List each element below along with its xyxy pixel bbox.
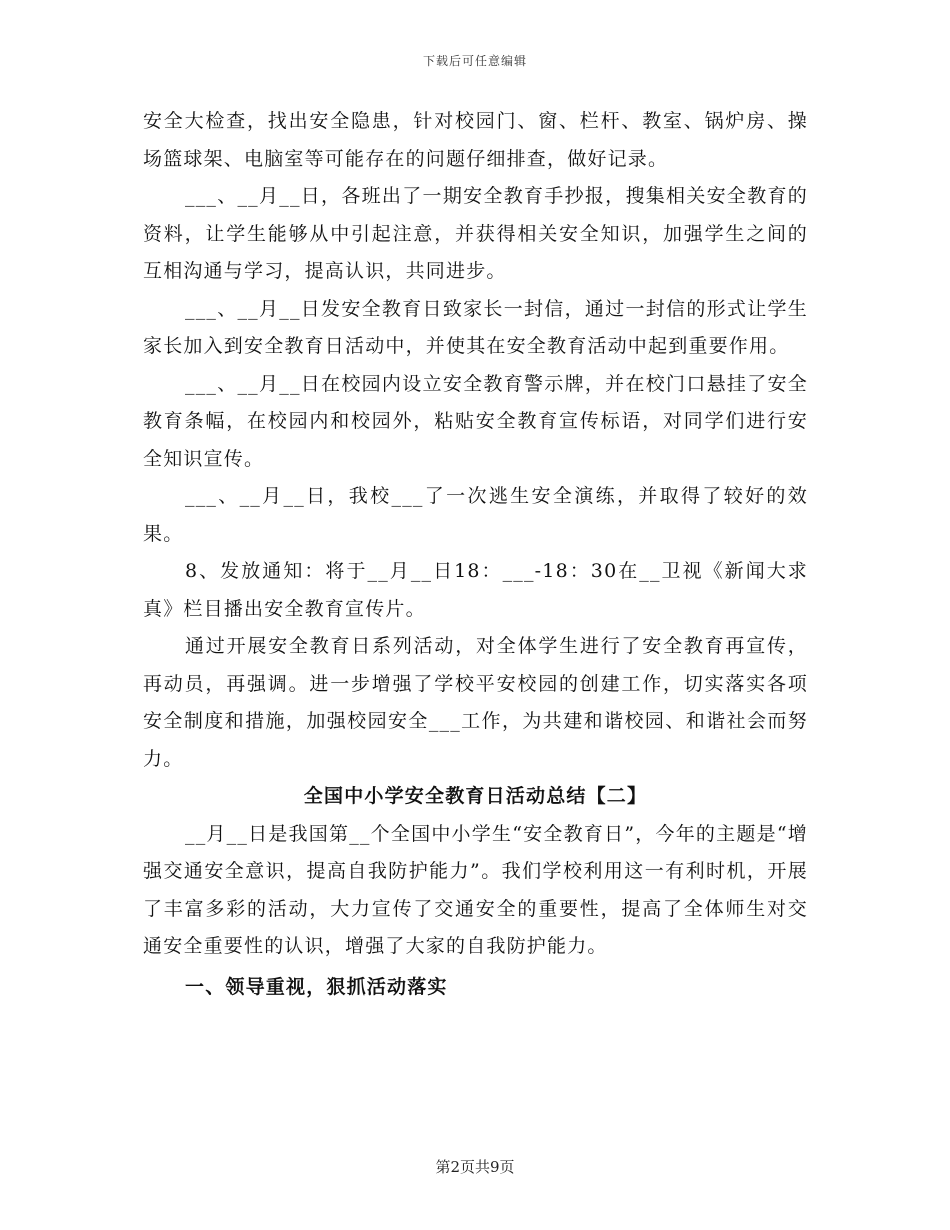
paragraph-handwritten-newspaper: ___、__月__日，各班出了一期安全教育手抄报，搜集相关安全教育的资料，让学生能够从中引起注意，并获得相关安全知识，加强学生之间的互相沟通与学习，提高认识，共同进步。 — [143, 185, 808, 282]
document-body — [143, 103, 808, 1006]
page-header: 下载后可任意编辑 — [422, 54, 527, 68]
paragraph-warning-signs: ___、__月__日在校园内设立安全教育警示牌，并在校门口悬挂了安全教育条幅，在校园内和校园外，粘贴安全教育宣传标语，对同学们进行安全知识宣传。 — [143, 372, 808, 470]
paragraph-inspection: 安全大检查，找出安全隐患，针对校园门、窗、栏杆、教室、锅炉房、操场篮球架、电脑室等可能存在的问题仔细排查，做好记录。 — [143, 110, 808, 170]
page-footer: 第2页共9页 — [435, 1158, 515, 1176]
paragraph-broadcast-notice: 8、发放通知：将于__月__日18：___-18：30在__卫视《新闻大求真》栏目播出安全教育宣传片。 — [143, 560, 808, 620]
section-title: 全国中小学安全教育日活动总结【二】 — [303, 785, 648, 807]
paragraph-parent-letter: ___、__月__日发安全教育日致家长一封信，通过一封信的形式让学生家长加入到安全教育日活动中，并使其在安全教育活动中起到重要作用。 — [143, 297, 808, 357]
paragraph-evacuation-drill: ___、__月__日，我校___了一次逃生安全演练，并取得了较好的效果。 — [143, 485, 808, 545]
paragraph-summary: 通过开展安全教育日系列活动，对全体学生进行了安全教育再宣传，再动员，再强调。进一步增强了学校平安校园的创建工作，切实落实各项安全制度和措施，加强校园安全___工作，为共建和谐校园、和谐社会而努力。 — [143, 635, 808, 770]
paragraph-section-intro: __月__日是我国第__个全国中小学生“安全教育日”，今年的主题是“增强交通安全意识，提高自我防护能力”。我们学校利用这一有利时机，开展了丰富多彩的活动，大力宣传了交通安全的重要性，提高了全体师生对交通安全重要性的认识，增强了大家的自我防护能力。 — [143, 822, 808, 957]
sub-heading: 一、领导重视，狠抓活动落实 — [185, 975, 448, 998]
